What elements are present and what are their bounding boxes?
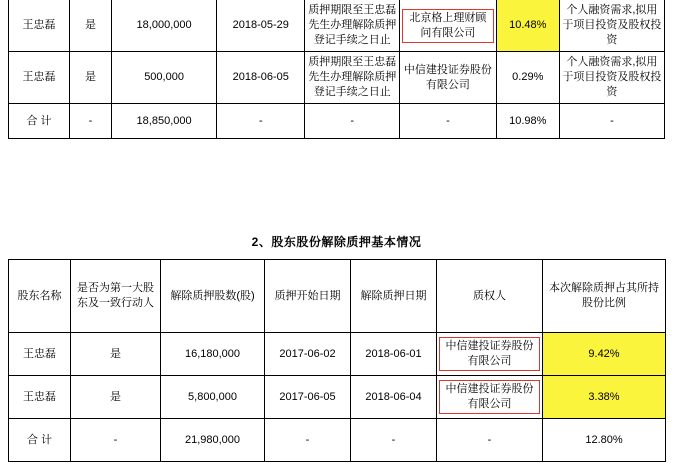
pledge-total-end-desc: - <box>305 104 400 139</box>
pledge-total-start-date: - <box>217 104 305 139</box>
pledge-purpose: 个人融资需求,拟用于项目投资及股权投资 <box>559 52 664 104</box>
header-release-date: 解除质押日期 <box>351 260 437 333</box>
pledge-shares: 500,000 <box>112 52 217 104</box>
release-total-ratio: 12.80% <box>543 419 666 462</box>
pledge-ratio: 0.29% <box>496 52 559 104</box>
pledge-is-first: 是 <box>69 0 111 52</box>
pledge-purpose: 个人融资需求,拟用于项目投资及股权投资 <box>559 0 664 52</box>
release-shareholder: 王忠磊 <box>9 333 71 376</box>
release-total-shares: 21,980,000 <box>161 419 265 462</box>
header-start-date: 质押开始日期 <box>265 260 351 333</box>
table-row <box>9 333 666 376</box>
pledge-shareholder: 王忠磊 <box>9 0 70 52</box>
pledge-total-shares: 18,850,000 <box>112 104 217 139</box>
release-shares: 16,180,000 <box>161 333 265 376</box>
release-start-date: 2017-06-02 <box>265 333 351 376</box>
table-row <box>9 52 665 104</box>
release-release-date: 2018-06-04 <box>351 376 437 419</box>
table-row <box>9 0 665 52</box>
pledge-total-pledgee: - <box>400 104 497 139</box>
section-heading: 2、股东股份解除质押基本情况 <box>251 235 422 249</box>
release-total-start-date: - <box>265 419 351 462</box>
pledge-end-desc: 质押期限至王忠磊先生办理解除质押登记手续之日止 <box>305 52 400 104</box>
pledge-is-first: 是 <box>69 52 111 104</box>
table-total-row <box>9 419 666 462</box>
pledge-total-purpose: - <box>559 104 664 139</box>
release-total-label: 合 计 <box>9 419 71 462</box>
pledge-pledgee: 中信建投证券股份有限公司 <box>400 52 497 104</box>
header-ratio: 本次解除质押占其所持股份比例 <box>543 260 666 333</box>
table-total-row <box>9 104 665 139</box>
pledge-total-ratio: 10.98% <box>496 104 559 139</box>
release-ratio: 3.38% <box>543 376 666 419</box>
header-shares: 解除质押股数(股) <box>161 260 265 333</box>
release-pledgee <box>437 376 543 419</box>
release-total-pledgee: - <box>437 419 543 462</box>
table-row <box>9 376 666 419</box>
header-is-first: 是否为第一大股东及一致行动人 <box>71 260 161 333</box>
release-total-is-first: - <box>71 419 161 462</box>
release-start-date: 2017-06-05 <box>265 376 351 419</box>
release-is-first: 是 <box>71 333 161 376</box>
release-shares: 5,800,000 <box>161 376 265 419</box>
release-pledgee <box>437 333 543 376</box>
pledge-pledgee <box>400 0 497 52</box>
release-shareholder: 王忠磊 <box>9 376 71 419</box>
pledge-start-date: 2018-05-29 <box>217 0 305 52</box>
pledge-total-label: 合 计 <box>9 104 70 139</box>
pledge-total-is-first: - <box>69 104 111 139</box>
pledgee-highlight-box: 中信建投证券股份有限公司 <box>439 337 540 371</box>
pledge-shareholder: 王忠磊 <box>9 52 70 104</box>
table-header-row <box>9 260 666 333</box>
header-pledgee: 质权人 <box>437 260 543 333</box>
pledgee-highlight-box: 北京格上理财顾问有限公司 <box>402 9 494 43</box>
pledge-ratio: 10.48% <box>496 0 559 52</box>
release-ratio: 9.42% <box>543 333 666 376</box>
release-total-release-date: - <box>351 419 437 462</box>
pledge-shares: 18,000,000 <box>112 0 217 52</box>
release-is-first: 是 <box>71 376 161 419</box>
pledge-table <box>8 0 665 139</box>
pledgee-highlight-box: 中信建投证券股份有限公司 <box>439 380 540 414</box>
pledge-end-desc: 质押期限至王忠磊先生办理解除质押登记手续之日止 <box>305 0 400 52</box>
release-release-date: 2018-06-01 <box>351 333 437 376</box>
header-shareholder: 股东名称 <box>9 260 71 333</box>
pledge-start-date: 2018-06-05 <box>217 52 305 104</box>
release-table <box>8 259 666 462</box>
